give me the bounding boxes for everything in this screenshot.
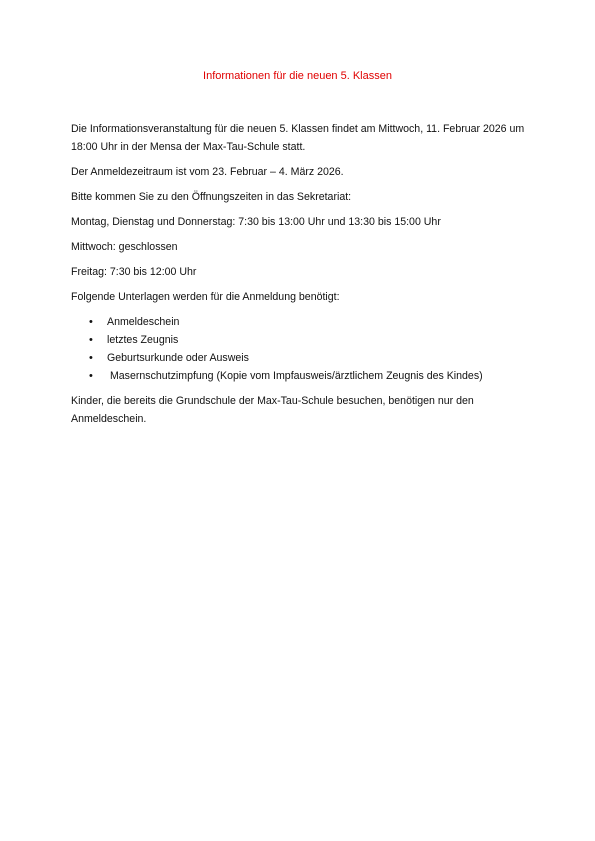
office-hours-friday: Freitag: 7:30 bis 12:00 Uhr [71, 266, 197, 278]
list-item [89, 331, 531, 349]
bullet-icon: • [89, 334, 93, 346]
list-item [89, 313, 531, 331]
bullet-icon: • [89, 352, 93, 364]
list-item-text: Anmeldeschein [107, 316, 180, 328]
list-item-text: letztes Zeugnis [107, 334, 179, 346]
list-item [89, 349, 531, 367]
page-title: Informationen für die neuen 5. Klassen [203, 70, 392, 82]
bullet-icon: • [89, 370, 93, 382]
office-hours-intro: Bitte kommen Sie zu den Öffnungszeiten in das Sekretariat: [71, 191, 352, 203]
documents-intro: Folgende Unterlagen werden für die Anmeldung benötigt: [71, 291, 340, 303]
office-hours-wednesday: Mittwoch: geschlossen [71, 241, 178, 253]
bullet-icon: • [89, 316, 93, 328]
document-body [71, 120, 531, 435]
office-hours-mon-tue-thu: Montag, Dienstag und Donnerstag: 7:30 bis 13:00 Uhr und 13:30 bis 15:00 Uhr [71, 216, 441, 228]
registration-period-paragraph: Der Anmeldezeitraum ist vom 23. Februar – 4. März 2026. [71, 166, 344, 178]
list-item-text: Masernschutzimpfung (Kopie vom Impfausweis/ärztlichem Zeugnis des Kindes) [107, 370, 483, 382]
required-documents-list [71, 313, 531, 385]
info-event-paragraph: Die Informationsveranstaltung für die neuen 5. Klassen findet am Mittwoch, 11. Februar 2026 um 18:00 Uhr in der Mensa der Max-Tau-Schule statt. [71, 123, 525, 153]
closing-paragraph: Kinder, die bereits die Grundschule der Max-Tau-Schule besuchen, benötigen nur den Anmeldeschein. [71, 395, 474, 425]
list-item [89, 367, 531, 385]
list-item-text: Geburtsurkunde oder Ausweis [107, 352, 249, 364]
